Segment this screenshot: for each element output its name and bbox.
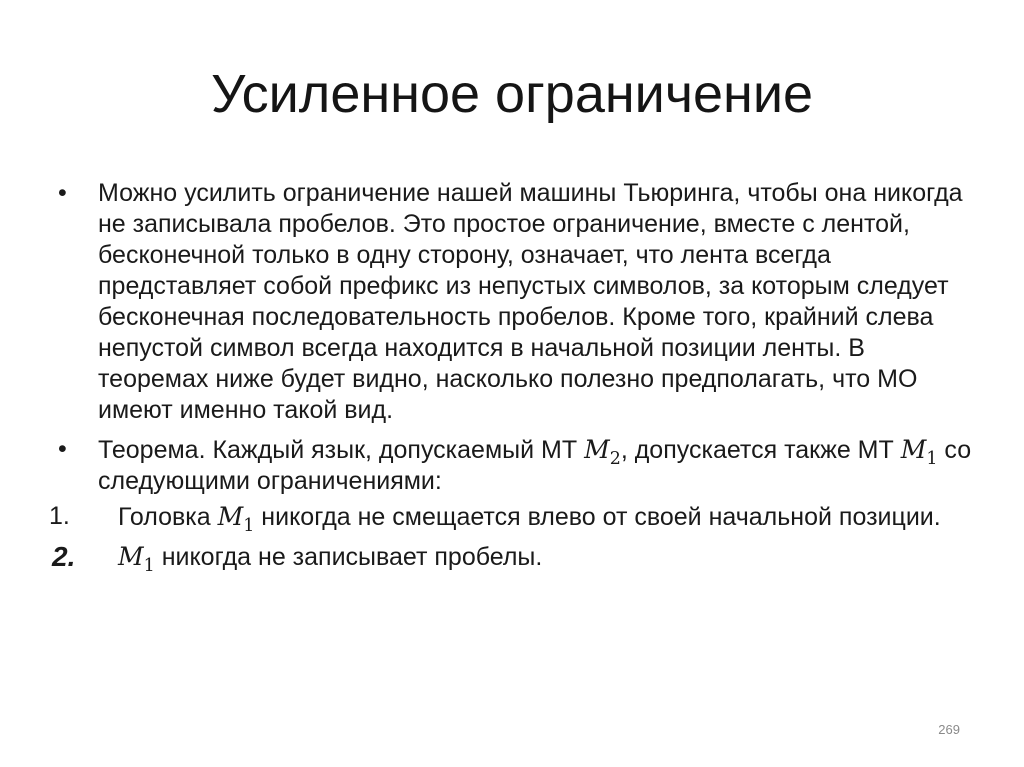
numbered-item-1 bbox=[49, 501, 974, 537]
math-m1-base: M bbox=[900, 435, 927, 464]
math-m1 bbox=[217, 502, 255, 537]
bullet-text: Можно усилить ограничение нашей машины Тьюринга, чтобы она никогда не записывала пробелов. Это простое ограничение, вместе с лентой, бесконечной только в одну сторону, означает, что лента всегда представляет собой префикс из непустых символов, за которым следует бесконечная последовательность пробелов. Кроме того, крайний слева непустой символ всегда находится в начальной позиции ленты. В теоремах ниже будет видно, насколько полезно предполагать, что МО имеют именно такой вид. bbox=[98, 179, 963, 424]
math-m1 bbox=[900, 435, 938, 470]
theorem-text-middle: , допускается также МТ bbox=[620, 436, 901, 464]
math-m1-subscript: 1 bbox=[926, 449, 938, 470]
numbered-item-2 bbox=[52, 541, 974, 577]
math-m1-base: M bbox=[217, 502, 244, 531]
math-m2 bbox=[584, 435, 621, 470]
theorem-text-end: со следующими ограничениями: bbox=[98, 436, 972, 495]
number-marker: 1. bbox=[49, 502, 70, 530]
bullet-marker: • bbox=[58, 435, 67, 463]
bullet-item-1 bbox=[54, 178, 974, 426]
math-m1-subscript: 1 bbox=[243, 516, 255, 537]
math-m2-base: M bbox=[584, 435, 610, 464]
math-m2-subscript: 2 bbox=[609, 449, 621, 470]
math-m1 bbox=[118, 542, 155, 577]
theorem-text-start: Теорема. Каждый язык, допускаемый МТ bbox=[98, 436, 585, 464]
slide-content bbox=[49, 178, 974, 577]
math-m1-subscript: 1 bbox=[143, 556, 155, 577]
numbered-text-start: Головка bbox=[118, 503, 218, 531]
math-m1-base: M bbox=[118, 542, 144, 571]
bullet-item-2 bbox=[54, 434, 974, 497]
page-number: 269 bbox=[938, 722, 960, 737]
slide-title: Усиленное ограничение bbox=[210, 64, 814, 124]
numbered-text-end: никогда не смещается влево от своей начальной позиции. bbox=[254, 503, 941, 531]
bullet-marker: • bbox=[58, 179, 67, 207]
numbered-text-end: никогда не записывает пробелы. bbox=[154, 543, 543, 571]
number-marker: 2. bbox=[52, 541, 76, 572]
